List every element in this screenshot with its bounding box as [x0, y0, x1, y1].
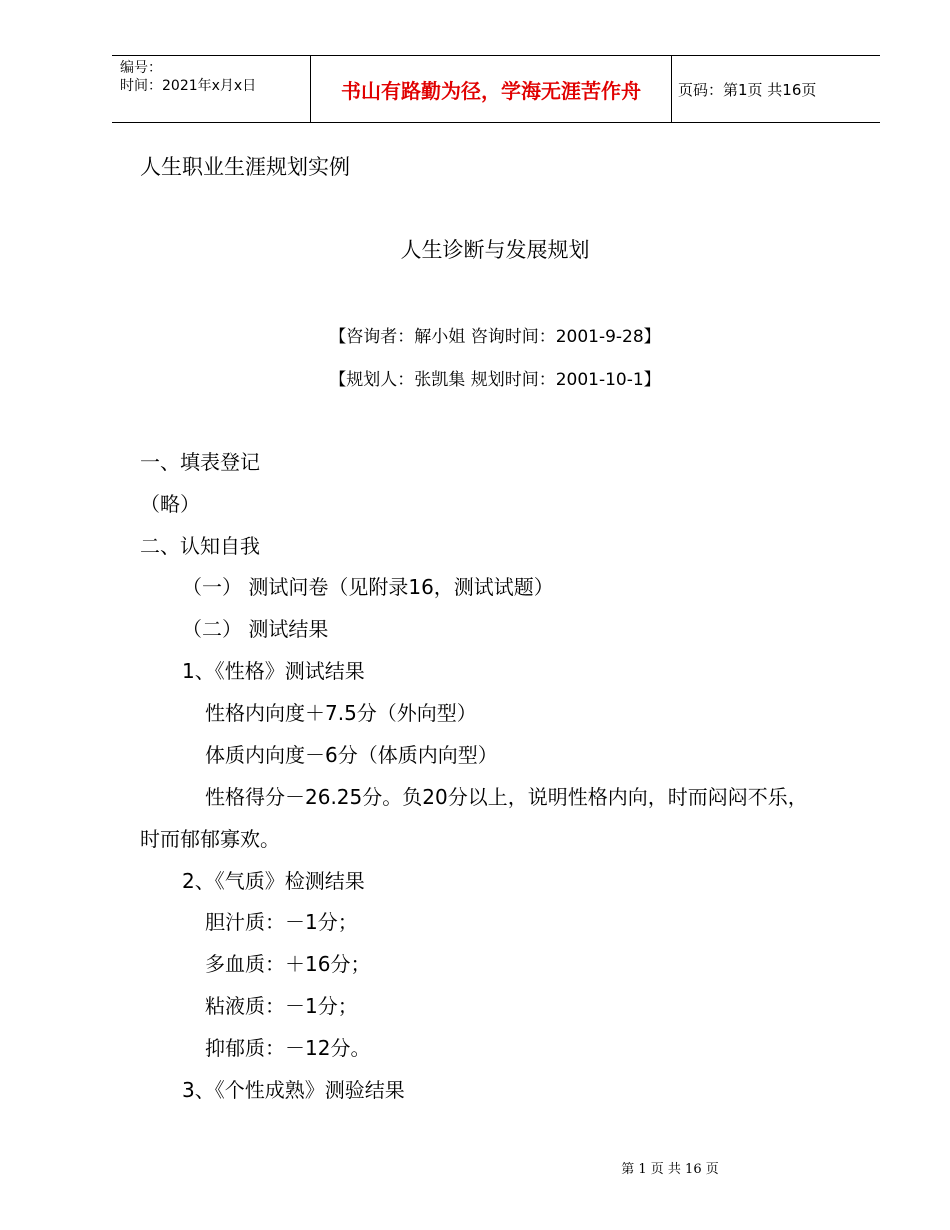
- section-1-title: 一、填表登记: [140, 450, 260, 474]
- item-1-line-2: 体质内向度－6分（体质内向型）: [205, 743, 498, 767]
- item-1-line-3: 性格得分－26.25分。负20分以上，说明性格内向，时而闷闷不乐，: [205, 785, 808, 809]
- item-2-line-4: 抑郁质：－12分。: [205, 1036, 371, 1060]
- header-number-label: 编号：: [120, 60, 162, 76]
- header-motto: 书山有路勤为径，学海无涯苦作舟: [310, 56, 672, 122]
- doc-heading: 人生职业生涯规划实例: [140, 155, 350, 179]
- page-footer: 第 1 页 共 16 页: [621, 1162, 719, 1177]
- header-time-label: 时间：2021年x月x日: [120, 78, 257, 94]
- header-page-label: 页码：第1页 共16页: [678, 80, 817, 99]
- page-header: [112, 55, 880, 123]
- item-3-title: 3、《个性成熟》测验结果: [182, 1078, 405, 1102]
- item-2-line-2: 多血质：＋16分；: [205, 952, 371, 976]
- doc-meta-consultation: 【咨询者：解小姐 咨询时间：2001-9-28】: [329, 327, 661, 347]
- item-2-title: 2、《气质》检测结果: [182, 869, 365, 893]
- item-1-title: 1、《性格》测试结果: [182, 659, 365, 683]
- section-2-sub-1: （一） 测试问卷（见附录16，测试试题）: [182, 575, 554, 599]
- doc-meta-planning: 【规划人：张凯集 规划时间：2001-10-1】: [329, 370, 661, 390]
- section-2-title: 二、认知自我: [140, 534, 260, 558]
- item-2-line-3: 粘液质：－1分；: [205, 994, 358, 1018]
- item-1-line-1: 性格内向度＋7.5分（外向型）: [205, 701, 477, 725]
- section-1-body: （略）: [140, 492, 200, 516]
- section-2-sub-2: （二） 测试结果: [182, 617, 329, 641]
- item-1-line-3-continued: 时而郁郁寡欢。: [140, 827, 280, 851]
- item-2-line-1: 胆汁质：－1分；: [205, 910, 358, 934]
- doc-title: 人生诊断与发展规划: [400, 238, 590, 262]
- header-info: [120, 56, 310, 122]
